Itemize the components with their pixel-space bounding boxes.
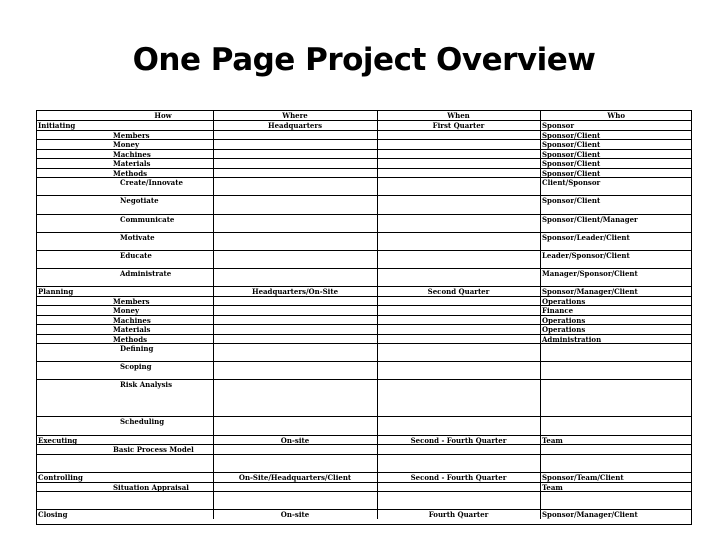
activity-label: Communicate — [120, 215, 175, 224]
when-cell: Second - Fourth Quarter — [410, 473, 507, 482]
column-divider — [213, 159, 214, 168]
who-cell: Sponsor/Client/Manager — [542, 215, 638, 224]
column-divider — [377, 150, 378, 158]
column-divider — [377, 483, 378, 491]
activity-label: Scheduling — [120, 417, 165, 426]
table-header-row — [37, 111, 691, 120]
activity-label: Scoping — [120, 362, 152, 371]
when-cell: Second - Fourth Quarter — [410, 436, 507, 445]
who-cell: Sponsor/Team/Client — [542, 473, 624, 482]
who-cell: Team — [542, 483, 563, 492]
column-divider — [213, 344, 214, 361]
column-divider — [213, 178, 214, 195]
who-cell: Administration — [542, 335, 602, 344]
where-cell: On-site — [280, 510, 310, 519]
table-row — [37, 286, 691, 296]
who-cell: Sponsor/Leader/Client — [542, 233, 630, 242]
resource-label: Methods — [113, 335, 148, 344]
activity-label: Create/Innovate — [120, 178, 183, 187]
resource-label: Methods — [113, 169, 148, 178]
who-cell: Operations — [542, 316, 586, 325]
column-divider — [377, 159, 378, 168]
column-divider — [213, 455, 214, 472]
phase-label: Closing — [38, 510, 68, 519]
column-divider — [213, 306, 214, 315]
column-divider — [213, 169, 214, 177]
who-cell: Client/Sponsor — [542, 178, 601, 187]
phase-label: Executing — [38, 436, 78, 445]
resource-label: Members — [113, 131, 150, 140]
table-row — [37, 168, 691, 177]
when-cell: First Quarter — [432, 121, 485, 130]
column-divider — [213, 316, 214, 324]
column-divider — [213, 445, 214, 454]
column-divider — [377, 335, 378, 343]
column-divider — [213, 215, 214, 232]
who-cell: Manager/Sponsor/Client — [542, 269, 638, 278]
column-divider — [213, 140, 214, 149]
column-divider — [213, 417, 214, 435]
table-row — [37, 334, 691, 343]
table-row — [37, 305, 691, 315]
column-divider — [213, 492, 214, 509]
column-divider — [540, 417, 541, 435]
table-row — [37, 149, 691, 158]
column-divider — [213, 131, 214, 139]
activity-label: Motivate — [120, 233, 155, 242]
page-title: One Page Project Overview — [132, 42, 596, 78]
table-row — [37, 177, 691, 195]
phase-label: Controlling — [38, 473, 83, 482]
who-cell: Leader/Sponsor/Client — [542, 251, 630, 260]
phase-label: Initiating — [38, 121, 76, 130]
column-divider — [213, 269, 214, 286]
when-cell: Second Quarter — [427, 287, 490, 296]
activity-label: Risk Analysis — [120, 380, 173, 389]
activity-label: Administrate — [120, 269, 172, 278]
table-row — [37, 268, 691, 286]
resource-label: Basic Process Model — [113, 445, 194, 454]
column-divider — [213, 325, 214, 334]
table-row — [37, 139, 691, 149]
who-cell: Sponsor/Manager/Client — [542, 287, 638, 296]
table-row — [37, 416, 691, 435]
column-header-who: Who — [607, 111, 625, 120]
column-divider — [540, 492, 541, 509]
table-row — [37, 482, 691, 491]
column-divider — [377, 455, 378, 472]
column-divider — [377, 380, 378, 416]
column-divider — [213, 196, 214, 214]
overview-table — [36, 110, 692, 525]
table-row — [37, 343, 691, 361]
who-cell: Sponsor/Client — [542, 131, 601, 140]
column-header-when: When — [447, 111, 470, 120]
resource-label: Money — [113, 306, 140, 315]
column-divider — [377, 251, 378, 268]
column-divider — [377, 169, 378, 177]
table-row — [37, 250, 691, 268]
column-divider — [377, 196, 378, 214]
column-divider — [377, 215, 378, 232]
column-divider — [540, 344, 541, 361]
table-row — [37, 158, 691, 168]
where-cell: On-Site/Headquarters/Client — [238, 473, 352, 482]
phase-label: Planning — [38, 287, 74, 296]
column-header-where: Where — [282, 111, 308, 120]
column-divider — [213, 297, 214, 305]
table-row — [37, 195, 691, 214]
table-row — [37, 324, 691, 334]
who-cell: Finance — [542, 306, 574, 315]
column-divider — [377, 325, 378, 334]
activity-label: Defining — [120, 344, 154, 353]
table-row — [37, 379, 691, 416]
column-divider — [213, 362, 214, 379]
column-divider — [540, 380, 541, 416]
column-divider — [540, 362, 541, 379]
column-divider — [377, 362, 378, 379]
who-cell: Sponsor/Client — [542, 140, 601, 149]
when-cell: Fourth Quarter — [428, 510, 489, 519]
column-divider — [213, 150, 214, 158]
table-row — [37, 296, 691, 305]
column-divider — [377, 344, 378, 361]
column-divider — [377, 269, 378, 286]
table-row — [37, 315, 691, 324]
resource-label: Materials — [113, 325, 151, 334]
column-divider — [540, 455, 541, 472]
table-row — [37, 491, 691, 509]
column-divider — [540, 445, 541, 454]
table-row — [37, 232, 691, 250]
table-row — [37, 454, 691, 472]
column-divider — [213, 380, 214, 416]
resource-label: Members — [113, 297, 150, 306]
column-divider — [213, 233, 214, 250]
who-cell: Operations — [542, 297, 586, 306]
who-cell: Sponsor — [542, 121, 575, 130]
where-cell: On-site — [280, 436, 310, 445]
table-row — [37, 435, 691, 444]
who-cell: Operations — [542, 325, 586, 334]
column-divider — [213, 483, 214, 491]
table-row — [37, 214, 691, 232]
column-divider — [377, 445, 378, 454]
table-row — [37, 509, 691, 519]
who-cell: Sponsor/Client — [542, 196, 601, 205]
who-cell: Sponsor/Client — [542, 159, 601, 168]
column-divider — [377, 131, 378, 139]
table-row — [37, 361, 691, 379]
table-row — [37, 472, 691, 482]
resource-label: Machines — [113, 150, 151, 159]
resource-label: Materials — [113, 159, 151, 168]
who-cell: Sponsor/Manager/Client — [542, 510, 638, 519]
column-divider — [377, 417, 378, 435]
column-divider — [377, 178, 378, 195]
table-row — [37, 444, 691, 454]
column-divider — [377, 140, 378, 149]
resource-label: Money — [113, 140, 140, 149]
column-divider — [377, 306, 378, 315]
resource-label: Machines — [113, 316, 151, 325]
resource-label: Situation Appraisal — [113, 483, 189, 492]
activity-label: Negotiate — [120, 196, 159, 205]
activity-label: Educate — [120, 251, 152, 260]
column-header-how: How — [154, 111, 172, 120]
column-divider — [213, 251, 214, 268]
column-divider — [377, 492, 378, 509]
column-divider — [377, 316, 378, 324]
where-cell: Headquarters/On-Site — [251, 287, 339, 296]
column-divider — [377, 297, 378, 305]
who-cell: Sponsor/Client — [542, 169, 601, 178]
who-cell: Team — [542, 436, 563, 445]
table-row — [37, 130, 691, 139]
column-divider — [377, 233, 378, 250]
where-cell: Headquarters — [267, 121, 323, 130]
table-row — [37, 120, 691, 130]
who-cell: Sponsor/Client — [542, 150, 601, 159]
column-divider — [213, 335, 214, 343]
